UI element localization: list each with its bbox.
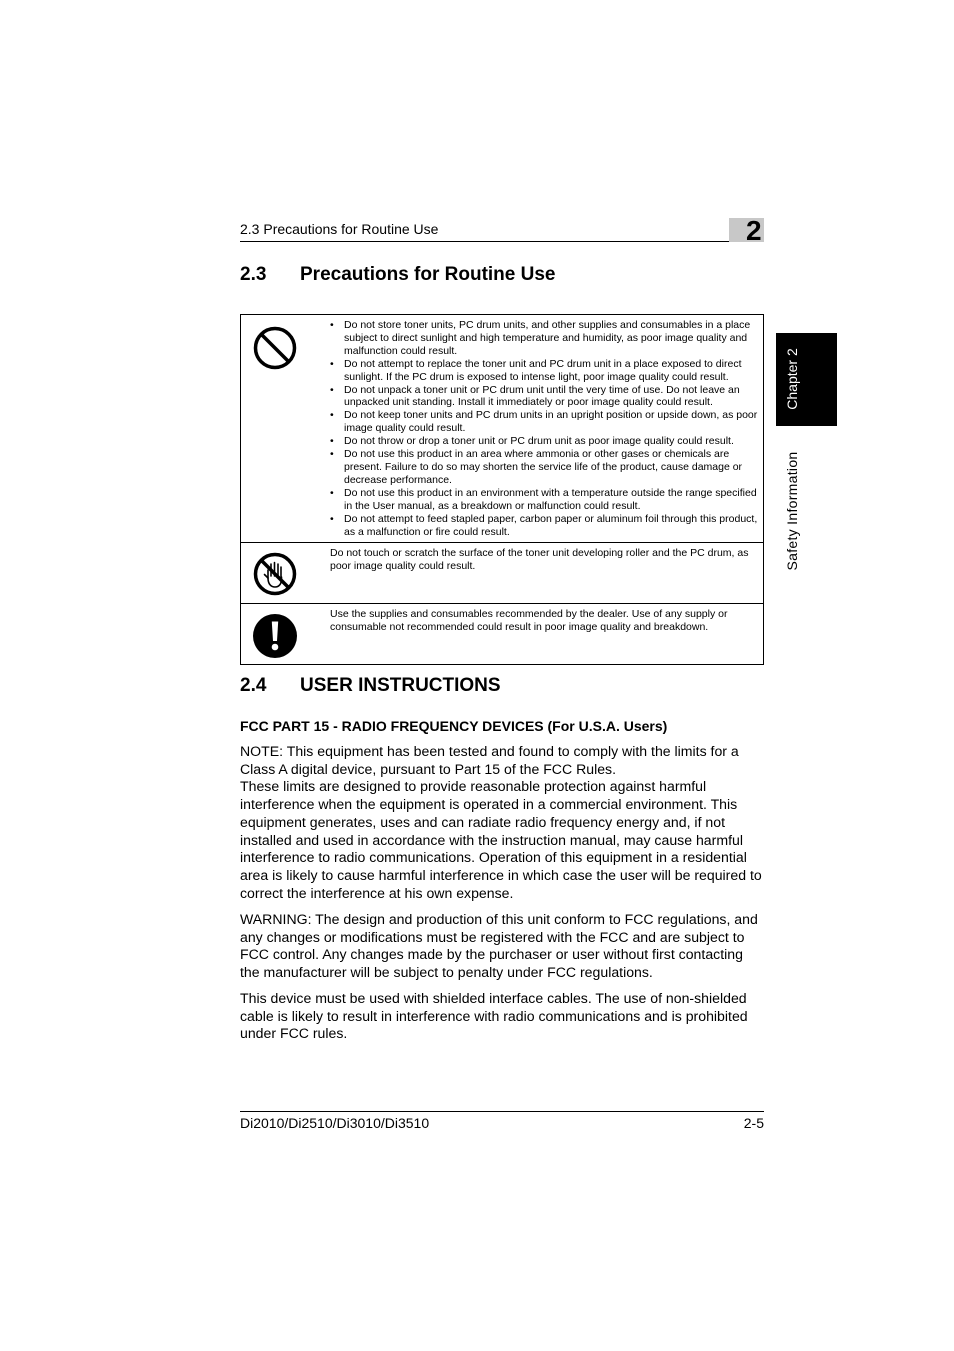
precaution-list-cell: [330, 315, 763, 538]
footer-rule: [240, 1111, 764, 1112]
footer-model: Di2010/Di2510/Di3010/Di3510: [240, 1115, 430, 1131]
fcc-note-paragraph: [240, 743, 766, 902]
precaution-row-mandatory: [241, 604, 763, 664]
section-heading-2-4: [240, 675, 501, 697]
do-not-touch-icon: [252, 551, 298, 597]
fcc-warning-paragraph: WARNING: The design and production of this unit conform to FCC regulations, and any changes or modifications must be registered with the FCC and are subject to FCC control. Any changes made by the purchaser or user without first contacting the manufacturer will be subject to penalty under FCC regulations.: [240, 911, 758, 981]
fcc-cable-paragraph: This device must be used with shielded interface cables. The use of non-shielded cable is likely to result in interference with radio communications and is prohibited under FCC rules.: [240, 990, 748, 1042]
section-title: USER INSTRUCTIONS: [300, 675, 501, 696]
fcc-note-line: NOTE: This equipment has been tested and found to comply with the limits for a Class A digital device, pursuant to Part 15 of the FCC Rules.: [240, 743, 739, 777]
precaution-row-do-not-touch: [241, 543, 763, 604]
fcc-heading: FCC PART 15 - RADIO FREQUENCY DEVICES (For U.S.A. Users): [240, 718, 668, 734]
list-item: • Do not throw or drop a toner unit or PC drum unit as poor image quality could result.: [330, 435, 759, 448]
mandatory-action-icon: [252, 613, 298, 659]
precaution-text-cell: Do not touch or scratch the surface of the toner unit developing roller and the PC drum, as poor image quality could result.: [330, 547, 749, 572]
list-item: • Do not attempt to feed stapled paper, carbon paper or aluminum foil through this product, as a malfunction or fire could result.: [330, 513, 759, 539]
section-title: Precautions for Routine Use: [300, 264, 556, 285]
side-tab-chapter-label: Chapter 2: [784, 348, 800, 410]
list-item: • Do not use this product in an area where ammonia or other gases or chemicals are present. Failure to do so may shorten the service life of the product, cause damage or decrease performance.: [330, 448, 759, 487]
precautions-table: [240, 314, 764, 665]
chapter-number: 2: [746, 215, 762, 246]
precaution-text-cell: Use the supplies and consumables recommended by the dealer. Use of any supply or consumable not recommended could result in poor image quality and breakdown.: [330, 608, 728, 633]
list-item: • Do not keep toner units and PC drum units in an upright position or upside down, as poor image quality could result.: [330, 409, 759, 435]
icon-cell: [241, 315, 321, 542]
section-number: 2.4: [240, 675, 267, 696]
precaution-row-prohibition: [241, 315, 763, 543]
fcc-limits-text: These limits are designed to provide reasonable protection against harmful interference when the equipment is operated in a commercial environment. This equipment generates, uses and can radiate radio frequency energy and, if not installed and used in accordance with the instruction manual, may cause harmful interference to radio communications. Operation of this equipment in a residential area is likely to cause harmful interference in which case the user will be required to correct the interference at his own expense.: [240, 778, 762, 901]
footer-page-number: 2-5: [743, 1115, 764, 1131]
list-item: • Do not attempt to replace the toner unit and PC drum unit in a place exposed to direct sunlight. If the PC drum is exposed to intense light, poor image quality could result.: [330, 358, 759, 384]
prohibition-icon: [252, 325, 298, 371]
icon-cell: [241, 543, 321, 603]
precaution-bullet-list: [330, 315, 759, 538]
header-rule: [240, 241, 764, 242]
running-header-title: 2.3 Precautions for Routine Use: [240, 221, 439, 237]
section-heading-2-3: [240, 264, 556, 286]
side-tab-section-label: Safety Information: [784, 451, 800, 571]
list-item: • Do not store toner units, PC drum units, and other supplies and consumables in a place subject to direct sunlight and high temperature and humidity, as poor image quality and malfunction could result.: [330, 319, 759, 358]
section-number: 2.3: [240, 264, 267, 285]
icon-cell: [241, 604, 321, 664]
list-item: • Do not use this product in an environment with a temperature outside the range specified in the User manual, as a breakdown or malfunction could result.: [330, 487, 759, 513]
list-item: • Do not unpack a toner unit or PC drum unit until the very time of use. Do not leave an unpacked unit standing. Install it immediately or poor image quality could result.: [330, 384, 759, 410]
